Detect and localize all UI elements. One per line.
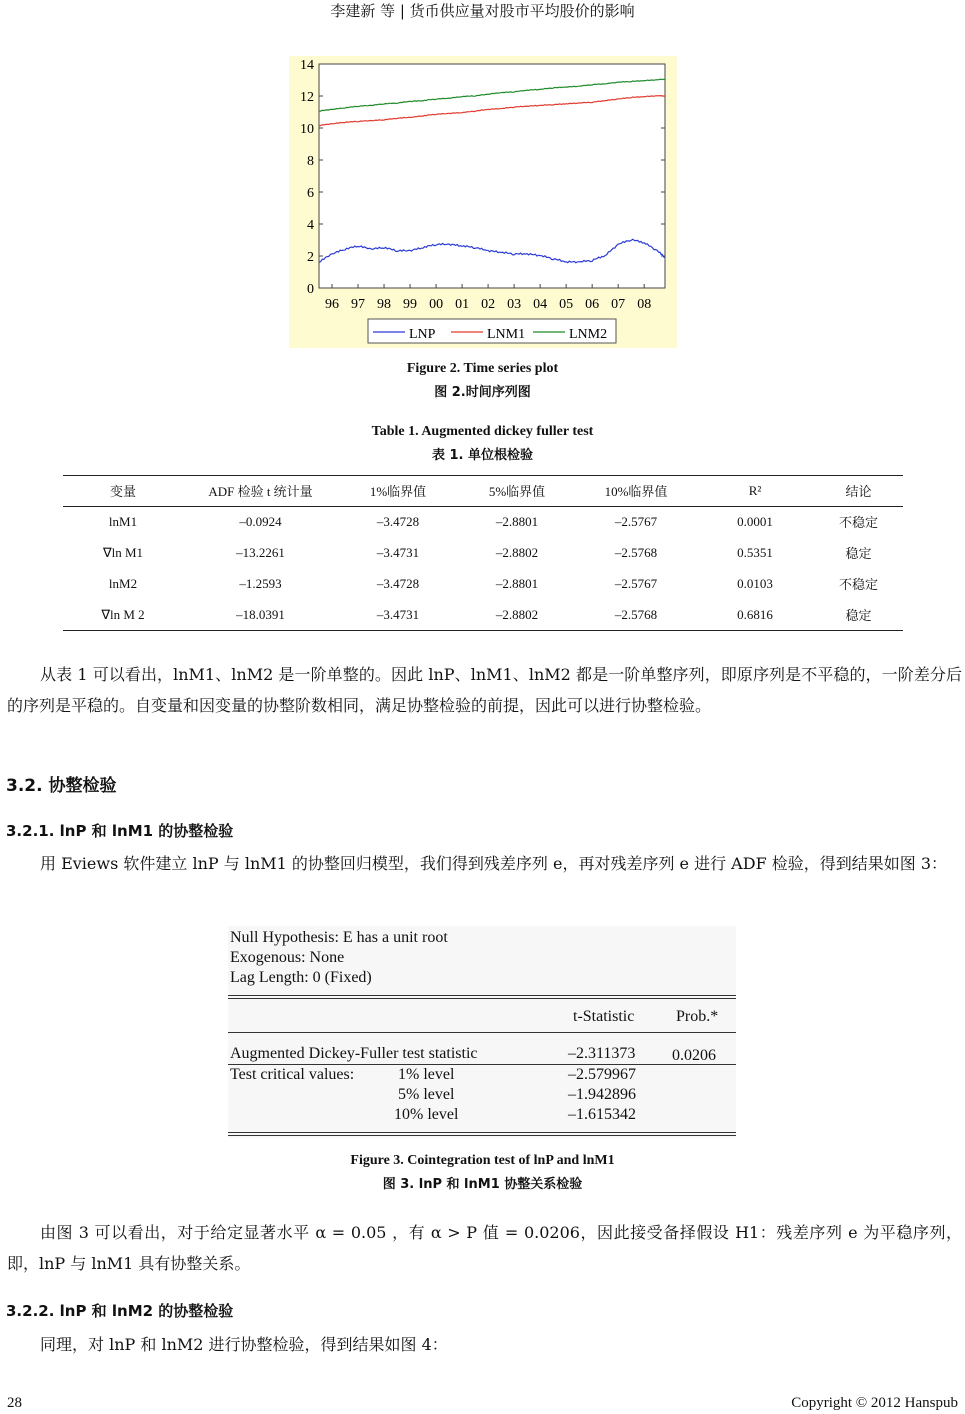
adf-table bbox=[63, 476, 903, 630]
col-header: 结论 bbox=[845, 484, 872, 500]
y-tick-label: 8 bbox=[307, 154, 314, 169]
col-header: 10%临界值 bbox=[604, 484, 668, 500]
table-cell: 不稳定 bbox=[838, 515, 878, 531]
legend-lnm2: LNM2 bbox=[569, 327, 608, 342]
level-value: –1.942896 bbox=[568, 1086, 636, 1103]
rule bbox=[228, 1135, 736, 1136]
table-cell: –3.4731 bbox=[376, 544, 420, 560]
time-series-chart bbox=[289, 56, 677, 348]
table-row bbox=[63, 537, 903, 568]
adf-t-value: –2.311373 bbox=[568, 1045, 636, 1062]
section-heading-3-2-1: 3.2.1. lnP 和 lnM1 的协整检验 bbox=[6, 822, 234, 840]
figure2-caption-zh: 图 2.时间序列图 bbox=[434, 385, 531, 400]
table-cell: 0.0001 bbox=[737, 513, 773, 529]
plot-area bbox=[319, 64, 665, 288]
table-cell: –0.0924 bbox=[239, 513, 282, 529]
table-cell: 0.5351 bbox=[737, 544, 773, 560]
x-tick-label: 96 bbox=[325, 297, 340, 312]
exogenous-line: Exogenous: None bbox=[230, 949, 345, 966]
eviews-output bbox=[228, 926, 736, 1138]
lag-length-line: Lag Length: 0 (Fixed) bbox=[230, 969, 372, 986]
col-header: 5%临界值 bbox=[488, 484, 546, 500]
y-tick-label: 10 bbox=[300, 122, 314, 137]
table-cell: ∇ln M 2 bbox=[101, 606, 145, 622]
x-tick-label: 04 bbox=[533, 297, 548, 312]
page-number: 28 bbox=[7, 1395, 22, 1411]
rule bbox=[228, 1132, 736, 1133]
table-cell: 不稳定 bbox=[838, 577, 878, 592]
table-cell: 稳定 bbox=[845, 608, 872, 623]
figure3-caption-zh: 图 3. lnP 和 lnM1 协整关系检验 bbox=[382, 1177, 583, 1192]
table-cell: –2.8801 bbox=[495, 575, 539, 591]
table-cell: –2.8802 bbox=[495, 606, 539, 622]
level-label: 10% level bbox=[394, 1106, 459, 1123]
figure3-caption-en: Figure 3. Cointegration test of lnP and lnM1 bbox=[350, 1153, 615, 1168]
copyright: Copyright © 2012 Hanspub bbox=[791, 1395, 958, 1411]
y-tick-label: 12 bbox=[300, 90, 314, 105]
y-tick-label: 4 bbox=[307, 218, 314, 233]
table-cell: –3.4728 bbox=[376, 513, 420, 529]
table-cell: –3.4731 bbox=[376, 606, 420, 622]
adf-statistic-label: Augmented Dickey-Fuller test statistic bbox=[230, 1045, 478, 1062]
table-cell: –2.5767 bbox=[614, 513, 658, 529]
table-cell: –2.5768 bbox=[614, 606, 658, 622]
x-tick-label: 98 bbox=[377, 297, 392, 312]
x-tick-label: 08 bbox=[637, 297, 652, 312]
table-header-row bbox=[63, 476, 903, 506]
x-tick-label: 01 bbox=[455, 297, 470, 312]
table-cell: –2.8801 bbox=[495, 513, 539, 529]
x-tick-label: 03 bbox=[507, 297, 522, 312]
paragraph-3: 由图 3 可以看出，对于给定显著水平 α = 0.05 ，有 α > P 值 = 0.0206，因此接受备择假设 H1：残差序列 e 为平稳序列，即，lnP 与 lnM1 具有协整关系。 bbox=[7, 1223, 962, 1273]
level-value: –1.615342 bbox=[568, 1106, 636, 1123]
x-tick-label: 05 bbox=[559, 297, 574, 312]
critical-values-label: Test critical values: bbox=[230, 1066, 355, 1083]
table-cell: 0.6816 bbox=[737, 606, 773, 622]
x-tick-label: 07 bbox=[611, 297, 626, 312]
table-cell: lnM2 bbox=[108, 575, 138, 591]
table1-caption-en: Table 1. Augmented dickey fuller test bbox=[371, 424, 594, 439]
col-t-statistic: t-Statistic bbox=[573, 1008, 635, 1025]
rule bbox=[228, 1064, 736, 1065]
x-tick-label: 02 bbox=[481, 297, 496, 312]
table-cell: 稳定 bbox=[845, 546, 872, 561]
rule bbox=[228, 995, 736, 996]
table-cell: –13.2261 bbox=[236, 544, 285, 560]
col-header: ADF 检验 t 统计量 bbox=[208, 484, 313, 500]
level-value: –2.579967 bbox=[568, 1066, 636, 1083]
y-tick-label: 0 bbox=[307, 282, 314, 297]
y-tick-label: 2 bbox=[307, 250, 314, 265]
col-prob: Prob.* bbox=[676, 1008, 719, 1025]
rule bbox=[228, 1032, 736, 1033]
col-header: 1%临界值 bbox=[369, 484, 427, 500]
table-cell: –18.0391 bbox=[236, 606, 285, 622]
adf-table-wrap bbox=[63, 475, 903, 631]
rule bbox=[228, 998, 736, 999]
table-cell: –2.8802 bbox=[495, 544, 539, 560]
col-header: R² bbox=[748, 482, 762, 498]
table-row bbox=[63, 568, 903, 599]
figure2-caption-en: Figure 2. Time series plot bbox=[406, 361, 559, 376]
paragraph-1: 从表 1 可以看出，lnM1、lnM2 是一阶单整的。因此 lnP、lnM1、lnM2 都是一阶单整序列，即原序列是不平稳的，一阶差分后的序列是平稳的。自变量和因变量的协整阶数相同，满足协整检验的前提，因此可以进行协整检验。 bbox=[7, 665, 962, 715]
table-cell: 0.0103 bbox=[737, 575, 773, 591]
legend-lnp: LNP bbox=[409, 327, 436, 342]
table-cell: ∇ln M1 bbox=[102, 544, 144, 560]
paragraph-4: 同理，对 lnP 和 lnM2 进行协整检验，得到结果如图 4： bbox=[40, 1335, 448, 1354]
level-label: 1% level bbox=[398, 1066, 455, 1083]
col-header: 变量 bbox=[109, 484, 136, 500]
null-hypothesis-line: Null Hypothesis: E has a unit root bbox=[230, 929, 448, 946]
section-heading-3-2: 3.2. 协整检验 bbox=[6, 776, 117, 796]
table-row bbox=[63, 599, 903, 630]
table-bottom-rule bbox=[63, 630, 903, 631]
level-label: 5% level bbox=[398, 1086, 455, 1103]
table-cell: –1.2593 bbox=[239, 575, 282, 591]
chart-legend bbox=[368, 319, 616, 343]
table1-caption-zh: 表 1. 单位根检验 bbox=[431, 448, 534, 463]
x-tick-label: 00 bbox=[429, 297, 444, 312]
y-tick-label: 6 bbox=[307, 186, 314, 201]
legend-lnm1: LNM1 bbox=[487, 327, 526, 342]
table-cell: –3.4728 bbox=[376, 575, 420, 591]
x-tick-label: 97 bbox=[351, 297, 366, 312]
running-header: 李建新 等 | 货币供应量对股市平均股价的影响 bbox=[330, 2, 635, 20]
table-row bbox=[63, 506, 903, 537]
paragraph-2: 用 Eviews 软件建立 lnP 与 lnM1 的协整回归模型，我们得到残差序列 e，再对残差序列 e 进行 ADF 检验，得到结果如图 3： bbox=[40, 854, 948, 873]
table-cell: –2.5768 bbox=[614, 544, 658, 560]
adf-prob-value: 0.0206 bbox=[672, 1047, 716, 1064]
table-cell: lnM1 bbox=[108, 513, 138, 529]
table-cell: –2.5767 bbox=[614, 575, 658, 591]
section-heading-3-2-2: 3.2.2. lnP 和 lnM2 的协整检验 bbox=[6, 1302, 234, 1320]
x-tick-label: 06 bbox=[585, 297, 600, 312]
x-tick-label: 99 bbox=[403, 297, 418, 312]
y-tick-label: 14 bbox=[300, 58, 314, 73]
